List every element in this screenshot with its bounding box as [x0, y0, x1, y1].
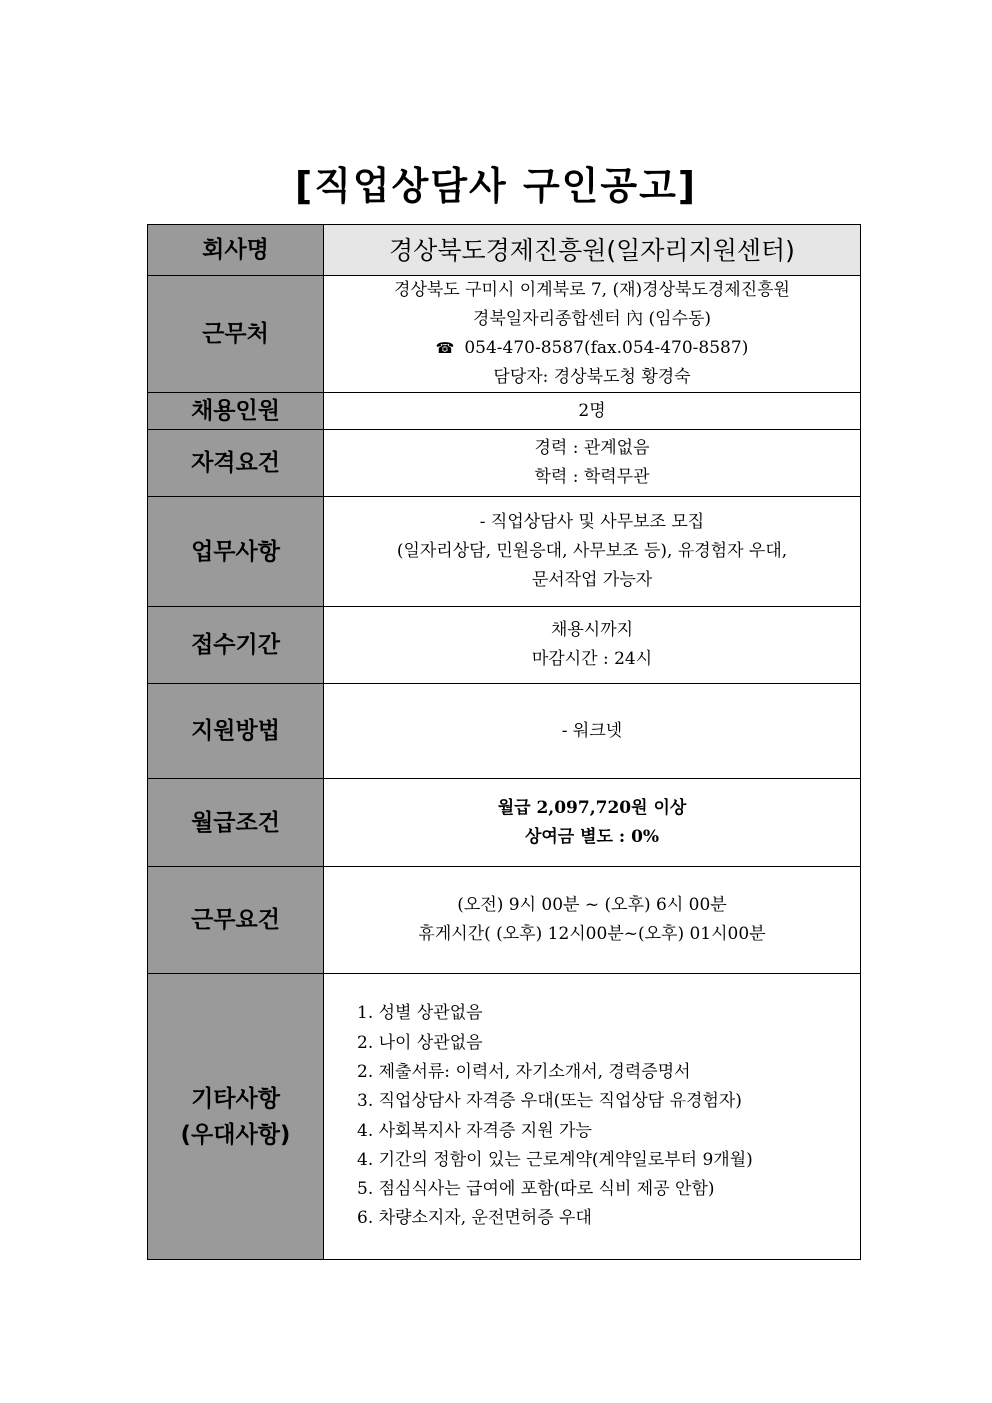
workplace-address: 경상북도 구미시 이계북로 7, (재)경상북도경제진흥원	[394, 280, 790, 300]
row-salary	[148, 779, 861, 867]
list-item: 4. 기간의 정함이 있는 근로계약(계약일로부터 9개월)	[357, 1149, 753, 1170]
value-others	[324, 974, 861, 1260]
list-item: 2. 제출서류: 이력서, 자기소개서, 경력증명서	[357, 1061, 691, 1082]
phone-number: 054-470-8587(fax.054-470-8587)	[464, 338, 749, 358]
value-qualification	[324, 430, 861, 497]
workplace-phone	[324, 334, 860, 363]
row-others	[148, 974, 861, 1260]
row-workplace	[148, 276, 861, 393]
duties-line: (일자리상담, 민원응대, 사무보조 등), 유경험자 우대,	[396, 541, 788, 561]
value-workplace	[324, 276, 861, 393]
label-hours: 근무요건	[148, 867, 324, 974]
row-company	[148, 225, 861, 276]
value-salary	[324, 779, 861, 867]
list-item: 6. 차량소지자, 운전면허증 우대	[357, 1208, 592, 1229]
value-hours	[324, 867, 861, 974]
row-method	[148, 684, 861, 779]
row-headcount	[148, 393, 861, 430]
hours-work: (오전) 9시 00분 ~ (오후) 6시 00분	[457, 895, 727, 915]
label-salary: 월급조건	[148, 779, 324, 867]
value-period	[324, 607, 861, 684]
list-item: 3. 직업상담사 자격증 우대(또는 직업상담 유경험자)	[357, 1091, 742, 1112]
label-company: 회사명	[148, 225, 324, 276]
hours-break: 휴게시간( (오후) 12시00분~(오후) 01시00분	[418, 924, 766, 944]
value-duties	[324, 497, 861, 607]
row-qualification	[148, 430, 861, 497]
job-posting-table	[147, 224, 861, 1260]
telephone-icon: ☎	[435, 339, 455, 357]
period-deadline: 마감시간 : 24시	[531, 649, 653, 669]
list-item: 4. 사회복지사 자격증 지원 가능	[357, 1120, 592, 1141]
value-method: - 워크넷	[324, 684, 861, 779]
label-period: 접수기간	[148, 607, 324, 684]
qualification-career: 경력 : 관계없음	[534, 438, 650, 458]
label-workplace: 근무처	[148, 276, 324, 393]
label-others-line2: (우대사항)	[180, 1121, 291, 1148]
row-duties	[148, 497, 861, 607]
label-others	[148, 974, 324, 1260]
salary-bonus: 상여금 별도 : 0%	[524, 826, 660, 847]
duties-line: 문서작업 가능자	[531, 570, 653, 590]
duties-line: - 직업상담사 및 사무보조 모집	[479, 512, 705, 532]
label-headcount: 채용인원	[148, 393, 324, 430]
row-period	[148, 607, 861, 684]
row-hours	[148, 867, 861, 974]
salary-monthly: 월급 2,097,720원 이상	[497, 797, 687, 818]
page-title: [직업상담사 구인공고]	[294, 164, 698, 208]
list-item: 5. 점심식사는 급여에 포함(따로 식비 제공 안함)	[357, 1179, 715, 1200]
qualification-education: 학력 : 학력무관	[534, 467, 650, 487]
list-item: 2. 나이 상관없음	[357, 1032, 483, 1053]
label-duties: 업무사항	[148, 497, 324, 607]
others-list	[324, 999, 860, 1233]
value-company: 경상북도경제진흥원(일자리지원센터)	[324, 225, 861, 276]
list-item: 1. 성별 상관없음	[357, 1003, 483, 1024]
workplace-center: 경북일자리종합센터 內 (임수동)	[472, 309, 712, 329]
workplace-contact: 담당자: 경상북도청 황경숙	[493, 367, 691, 387]
label-qualification: 자격요건	[148, 430, 324, 497]
label-others-line1: 기타사항	[191, 1085, 280, 1112]
period-until: 채용시까지	[550, 620, 634, 640]
value-headcount: 2명	[324, 393, 861, 430]
label-method: 지원방법	[148, 684, 324, 779]
